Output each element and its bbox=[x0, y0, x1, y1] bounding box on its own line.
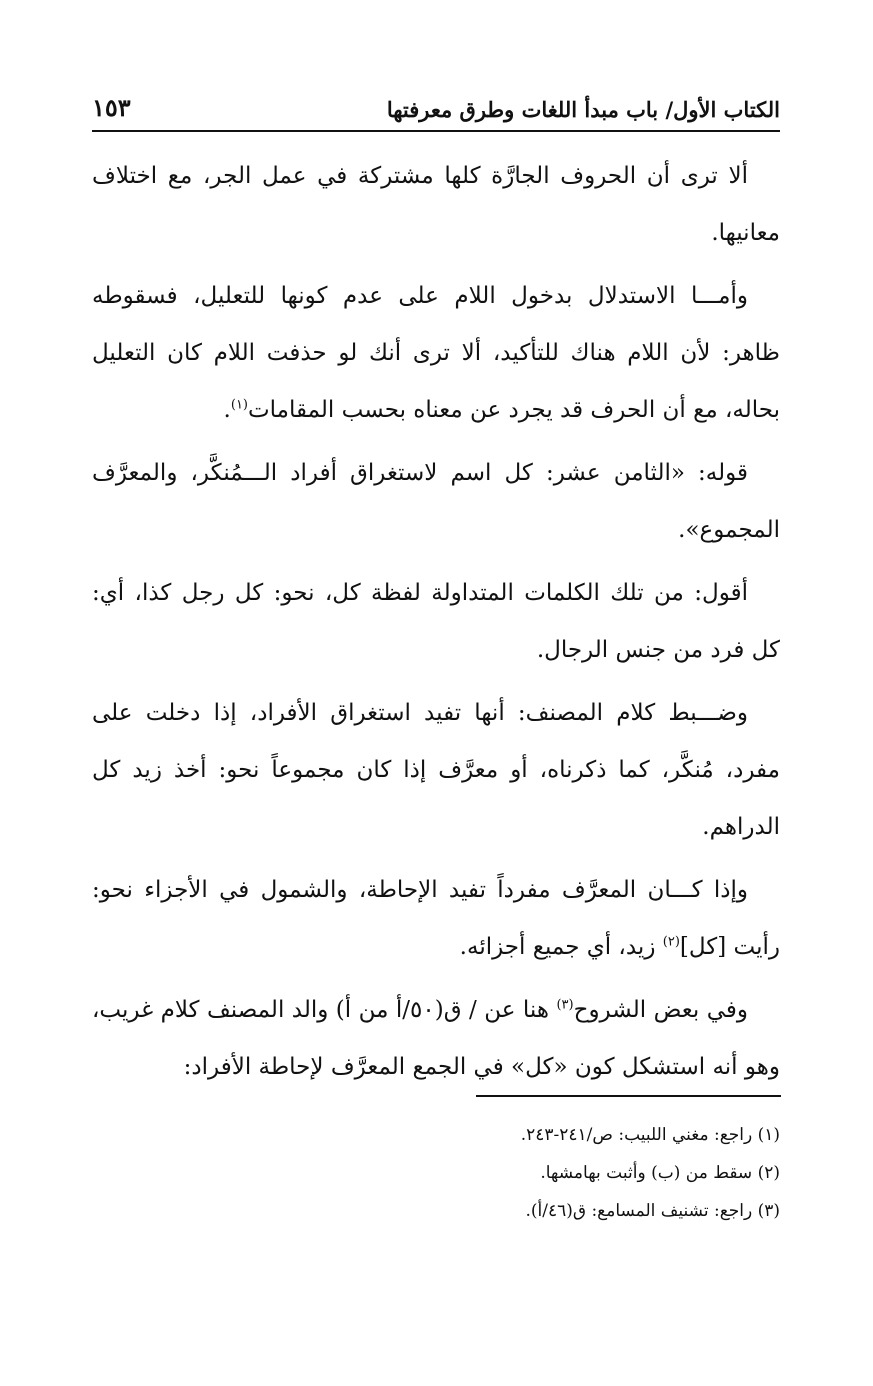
page-number: ١٥٣ bbox=[92, 93, 131, 122]
paragraph: وإذا كـــان المعرَّف مفرداً تفيد الإحاطة، والشمول في الأجزاء نحو: رأيت [كل]$^{(٢)}$ زيد، أي جميع أجزائه. bbox=[92, 877, 780, 960]
paragraph: ألا ترى أن الحروف الجارَّة كلها مشتركة في عمل الجر، مع اختلاف معانيها. bbox=[92, 163, 780, 246]
footnote-divider bbox=[476, 1095, 781, 1097]
footnote-ref: (٣) bbox=[556, 997, 574, 1013]
footnote: (٣) راجع: تشنيف المسامع: ق(٤٦/أ). bbox=[525, 1201, 780, 1221]
footnote: (١) راجع: مغني اللبيب: ص/٢٤١-٢٤٣. bbox=[520, 1125, 780, 1145]
body-text bbox=[92, 148, 780, 1102]
header-title: الكتاب الأول/ باب مبدأ اللغات وطرق معرفتها bbox=[386, 97, 780, 122]
paragraph: أقول: من تلك الكلمات المتداولة لفظة كل، نحو: كل رجل كذا، أي: كل فرد من جنس الرجال. bbox=[92, 580, 780, 663]
running-header bbox=[92, 92, 780, 130]
footnote: (٢) سقط من (ب) وأثبت بهامشها. bbox=[540, 1163, 780, 1183]
footnotes bbox=[92, 1116, 780, 1230]
paragraph: وأمـــا الاستدلال بدخول اللام على عدم كونها للتعليل، فسقوطه ظاهر: لأن اللام هناك للتأكيد، ألا ترى أنك لو حذفت اللام كان التعليل بحاله، مع أن الحرف قد يجرد عن معناه بحسب المقامات$^{(١)}$. bbox=[92, 283, 780, 423]
paragraph: وضـــبط كلام المصنف: أنها تفيد استغراق الأفراد، إذا دخلت على مفرد، مُنكَّر، كما ذكرناه، أو معرَّف إذا كان مجموعاً نحو: أخذ زيد كل الدراهم. bbox=[92, 700, 780, 840]
paragraph: وفي بعض الشروح$^{(٣)}$ هنا عن / ق(٥٠/أ من أ) والد المصنف كلام غريب، وهو أنه استشكل كون «كل» في الجمع المعرَّف لإحاطة الأفراد: bbox=[92, 997, 780, 1080]
footnote-ref: (١) bbox=[230, 397, 248, 413]
footnote-ref: (٢) bbox=[662, 934, 680, 950]
header-divider bbox=[92, 130, 780, 132]
paragraph: قوله: «الثامن عشر: كل اسم لاستغراق أفراد الـــمُنكَّر، والمعرَّف المجموع». bbox=[92, 460, 780, 543]
